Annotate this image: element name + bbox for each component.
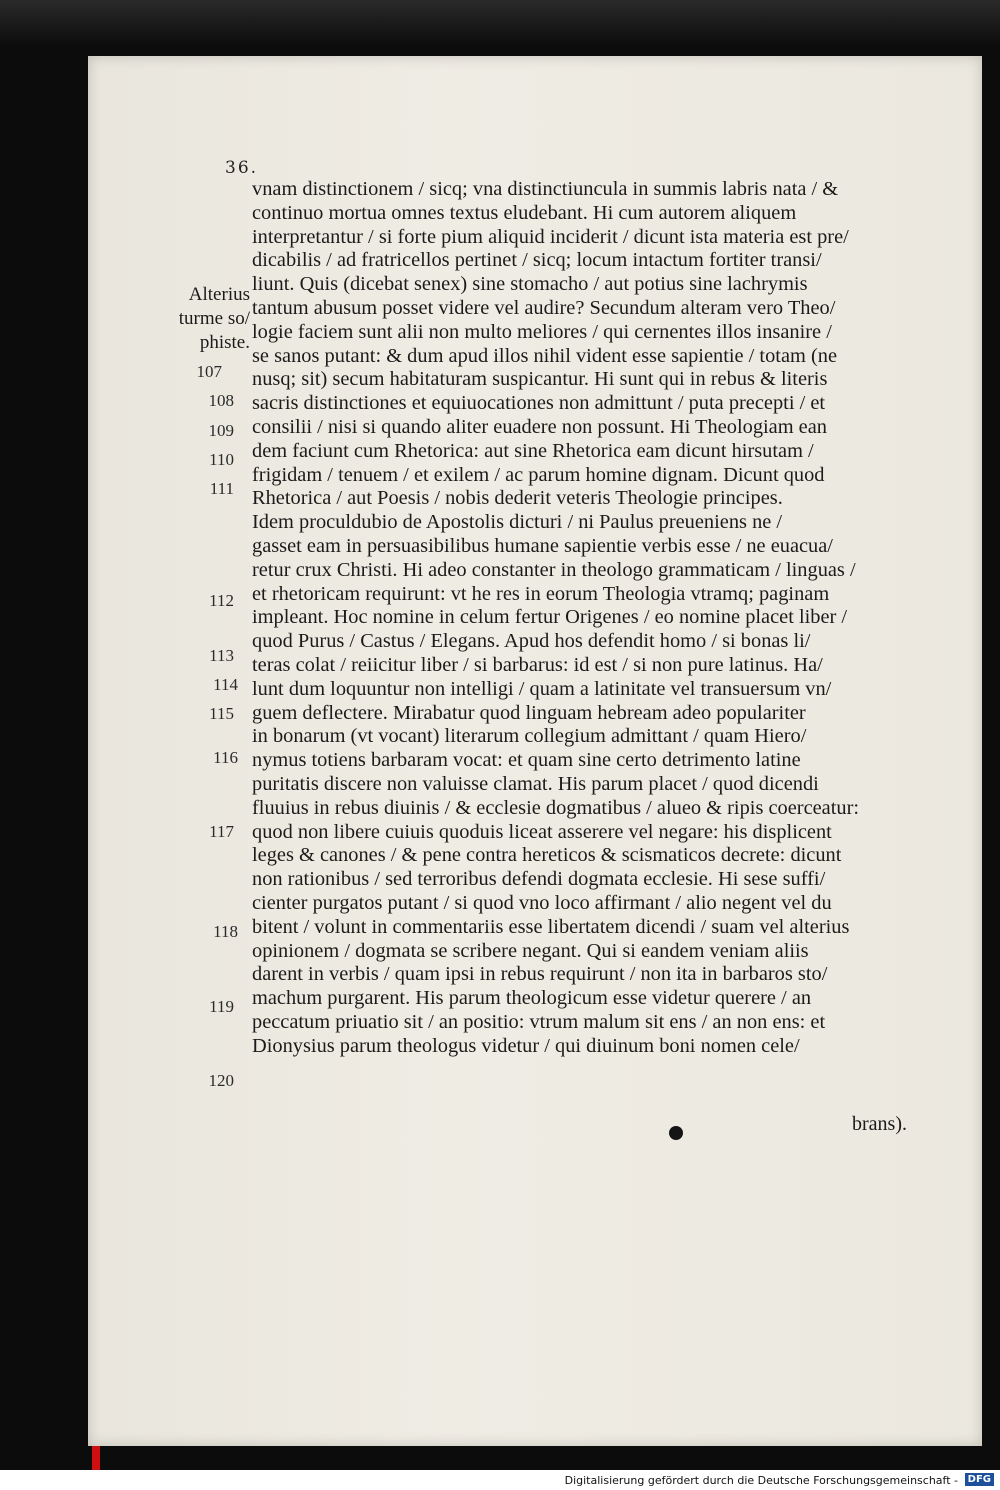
text-line: Rhetorica / aut Poesis / nobis dederit veteris Theologie principes. bbox=[252, 487, 783, 510]
text-line: opinionem / dogmata se scribere negant. Qui si eandem veniam aliis bbox=[252, 939, 809, 962]
color-calibration-bar bbox=[92, 1445, 100, 1470]
margin-number: 113 bbox=[209, 646, 234, 665]
margin-number: 110 bbox=[209, 450, 234, 469]
dfg-logo[interactable]: DFG bbox=[965, 1473, 994, 1486]
text-line: cienter purgatos putant / si quod vno loco affirmant / alio negent vel du bbox=[252, 891, 832, 914]
marginal-note-line: phiste. bbox=[199, 332, 250, 353]
margin-number: 120 bbox=[208, 1071, 234, 1090]
margin-number: 109 bbox=[208, 421, 234, 440]
text-line: gasset eam in persuasibilibus humane sapientie verbis esse / ne euacua/ bbox=[252, 534, 833, 557]
margin-number: 117 bbox=[209, 822, 234, 841]
text-line: se sanos putant: & dum apud illos nihil vident esse sapientie / totam (ne bbox=[252, 344, 838, 367]
text-line: lunt dum loquuntur non intelligi / quam a latinitate vel transuersum vn/ bbox=[252, 677, 832, 700]
footer-bar bbox=[0, 1470, 1000, 1490]
text-line: logie faciem sunt alii non multo meliores / qui cernentes illos insanire / bbox=[252, 320, 832, 343]
text-line: nymus totiens barbaram vocat: et quam sine certo detrimento latine bbox=[252, 749, 801, 772]
text-line: fluuius in rebus diuinis / & ecclesie dogmatibus / alueo & ripis coerceatur: bbox=[252, 796, 860, 819]
margin-number: 114 bbox=[213, 675, 238, 694]
text-line: nusq; sit) secum habitaturam suspicantur. Hi sunt qui in rebus & literis bbox=[252, 368, 828, 391]
text-line: leges & canones / & pene contra hereticos & scismaticos decrete: dicunt bbox=[252, 844, 842, 867]
text-line: peccatum priuatio sit / an positio: vtrum malum sit ens / an non ens: et bbox=[252, 1010, 826, 1033]
text-line: sacris distinctiones et equiuocationes non admittunt / puta precepti / et bbox=[252, 392, 826, 415]
text-line: tantum abusum posset videre vel audire? Secundum alteram vero Theo/ bbox=[252, 296, 836, 319]
text-line: interpretantur / si forte pium aliquid inciderit / dicunt ista materia est pre/ bbox=[252, 225, 849, 248]
margin-number: 115 bbox=[209, 704, 234, 723]
text-line: darent in verbis / quam ipsi in rebus requirunt / non ita in barbaros sto/ bbox=[252, 963, 828, 986]
margin-number: 112 bbox=[209, 591, 234, 610]
ink-blot bbox=[669, 1126, 683, 1140]
text-line: in bonarum (vt vocant) literarum collegium admittant / quam Hiero/ bbox=[252, 725, 807, 748]
text-line: quod Purus / Castus / Elegans. Apud hos defendit homo / si bonas li/ bbox=[252, 630, 811, 653]
margin-number: 111 bbox=[209, 479, 234, 498]
footer-credit: Digitalisierung gefördert durch die Deutsche Forschungsgemeinschaft - bbox=[564, 1474, 958, 1487]
text-line: quod non libere cuiuis quoduis liceat asserere vel negare: his displicent bbox=[252, 820, 832, 843]
text-line: guem deflectere. Mirabatur quod linguam hebream adeo populariter bbox=[252, 701, 806, 724]
scan-top-edge bbox=[0, 0, 1000, 46]
marginal-note bbox=[158, 283, 250, 355]
text-line: continuo mortua omnes textus eludebant. Hi cum autorem aliquem bbox=[252, 201, 797, 224]
margin-number: 119 bbox=[209, 997, 234, 1016]
text-line: Dionysius parum theologus videtur / qui diuinum boni nomen cele/ bbox=[252, 1034, 800, 1057]
catchword: brans). bbox=[852, 1113, 907, 1135]
text-line: et rhetoricam requirunt: vt he res in eorum Theologia vtramq; paginam bbox=[252, 582, 830, 605]
text-line: Idem proculdubio de Apostolis dicturi / ni Paulus preueniens ne / bbox=[252, 511, 783, 534]
text-line: retur crux Christi. Hi adeo constanter in theologo grammaticam / linguas / bbox=[252, 558, 856, 581]
text-line: bitent / volunt in commentariis esse libertatem dicendi / suam vel alterius bbox=[252, 915, 850, 938]
margin-number: 118 bbox=[213, 922, 238, 941]
text-line: consilii / nisi si quando aliter euadere non possunt. Hi Theologiam ean bbox=[252, 415, 827, 438]
text-column bbox=[252, 178, 960, 1058]
marginal-note-line: turme so/ bbox=[178, 308, 250, 329]
margin-number: 107 bbox=[196, 362, 222, 381]
text-line: dem faciunt cum Rhetorica: aut sine Rhetorica eam dicunt hirsutam / bbox=[252, 439, 814, 462]
text-line: teras colat / reiicitur liber / si barbarus: id est / si non pure latinus. Ha/ bbox=[252, 653, 823, 676]
text-line: dicabilis / ad fratricellos pertinet / sicq; locum intactum fortiter transi/ bbox=[252, 249, 822, 272]
text-line: vnam distinctionem / sicq; vna distinctiuncula in summis labris nata / & bbox=[252, 178, 839, 200]
text-line: puritatis discere non valuisse clamat. His parum placet / quod dicendi bbox=[252, 772, 819, 795]
text-line: non rationibus / sed terroribus defendi dogmata ecclesie. Hi sese suffi/ bbox=[252, 868, 826, 891]
text-line: impleant. Hoc nomine in celum fertur Origenes / eo nomine placet liber / bbox=[252, 606, 848, 629]
margin-number: 116 bbox=[213, 748, 238, 767]
marginal-note-line: Alterius bbox=[188, 284, 250, 305]
text-line: liunt. Quis (dicebat senex) sine stomacho / aut potius sine lachrymis bbox=[252, 273, 808, 296]
margin-number: 108 bbox=[208, 391, 234, 410]
text-line: frigidam / tenuem / et exilem / ac parum homine dignam. Dicunt quod bbox=[252, 463, 825, 486]
folio-number: 36. bbox=[225, 158, 259, 178]
text-line: machum purgarent. His parum theologicum esse videtur querere / an bbox=[252, 987, 812, 1010]
